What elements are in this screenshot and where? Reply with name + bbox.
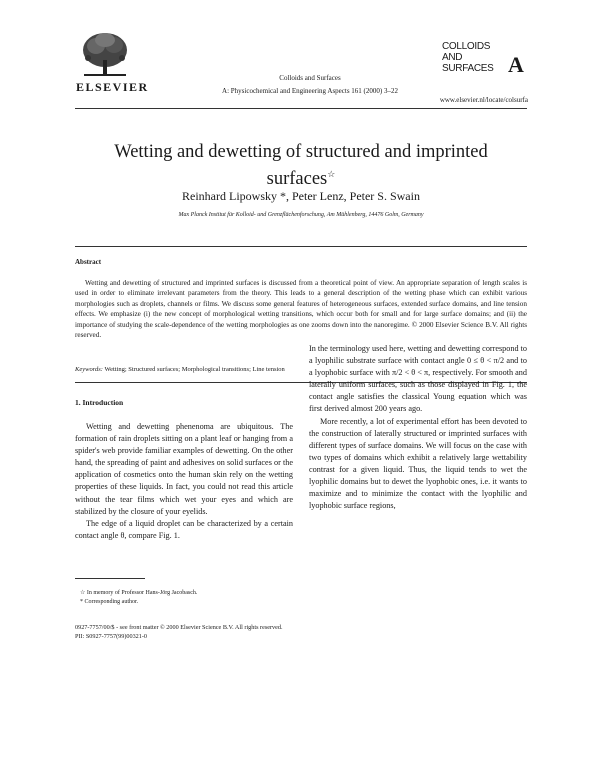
- affiliation: Max Planck Institut für Kolloid- und Grenzflächenforschung, Am Mühlenberg, 14476 Golm, Germany: [178, 212, 424, 218]
- publisher-name: ELSEVIER: [76, 80, 149, 94]
- keywords-label: Keywords:: [75, 366, 103, 373]
- right-paragraph-1: In the terminology used here, wetting and dewetting correspond to a lyophilic substrate surface with contact angle 0 ≤ θ < π/2 and to a lyophobic surface with π/2 < θ < π, respectively. For smooth and laterally uniform surfaces, such as those displayed in Fig. 1, the contact angle satisfies the classical Young equation which was first derived almost 200 years ago.: [309, 344, 527, 414]
- footnote-corresponding: * Corresponding author.: [80, 599, 139, 605]
- abstract-heading: Abstract: [75, 258, 102, 266]
- abstract-top-rule: [75, 246, 527, 247]
- right-paragraph-2: More recently, a lot of experimental effort has been devoted to the construction of laterally structured or imprinted surfaces with different types of surface domains. We will focus on the case with two types of domains which exhibit a relatively large wettability contrast for a given liquid. Thus, the liquid tends to wet the lyophilic domains but to dewet the lyophobic ones, i.e. it wants to maximize and to minimize the contact with the lyophilic and lyophobic surface regions,: [309, 416, 527, 511]
- journal-logo-line1: COLLOIDS: [442, 41, 491, 52]
- abstract-text: Wetting and dewetting of structured and imprinted surfaces is discussed from a theoretical point of view. An appropriate separation of length scales is used in order to eliminate irrelevant parameters from the theory. This leads to a general description of the wetting phase which can exhibit various morphologies such as droplets, channels or films. We discuss some general features of heterogeneous surfaces, extended surface domains, and line tension effects. We emphasize (i) the new concept of morphological wetting transitions, which occur both for small and for large surface domains; and (ii) the importance of studying the scale-dependence of the wetting morphologies as one zooms down into the nanoregime. © 2000 Elsevier Science B.V. All rights reserved.: [75, 279, 527, 340]
- keywords-list: Wetting; Structured surfaces; Morphological transitions; Line tension: [104, 366, 285, 373]
- intro-paragraph-1: Wetting and dewetting phenenoma are ubiquitous. The formation of rain droplets sitting on a plant leaf or hanging from a spider's web provide familiar examples of dewetting. On the other hand, the spreading of paint and adhesives on solid surfaces or the application of cosmetics onto the human skin rely on the wetting properties of these liquids. In fact, you could not read this article without the tear films which wet your eyes and which are stabilized by the closure of your eyelids.: [75, 422, 293, 516]
- intro-paragraph-2: The edge of a liquid droplet can be characterized by a certain contact angle θ, compare Fig. 1.: [75, 518, 293, 540]
- left-column: [75, 421, 293, 542]
- footnote-rule: [75, 578, 145, 579]
- title-line-1: Wetting and dewetting of structured and imprinted: [114, 142, 488, 162]
- keywords: [75, 366, 285, 373]
- right-column: [309, 343, 527, 512]
- journal-logo-line2: AND: [442, 52, 463, 63]
- elsevier-tree-logo: [76, 30, 134, 78]
- copyright-line: 0927-7757/00/$ - see front matter © 2000 Elsevier Science B.V. All rights reserved.: [75, 624, 283, 631]
- journal-logo: [442, 41, 494, 74]
- authors: Reinhard Lipowsky *, Peter Lenz, Peter S. Swain: [182, 189, 420, 203]
- journal-url[interactable]: www.elsevier.nl/locate/colsurfa: [439, 96, 528, 104]
- journal-volume: A: Physicochemical and Engineering Aspects 161 (2000) 3–22: [222, 87, 398, 95]
- title-footnote-mark: ☆: [327, 169, 336, 179]
- title-line-2: surfaces☆: [266, 169, 336, 190]
- section-heading: 1. Introduction: [75, 398, 124, 407]
- article-title: [76, 141, 526, 190]
- journal-logo-line3: SURFACES: [442, 63, 494, 74]
- pii-line: PII: S0927-7757(99)00321-0: [75, 633, 148, 640]
- header-rule: [75, 108, 527, 109]
- journal-name: Colloids and Surfaces: [279, 74, 341, 82]
- journal-citation: [200, 72, 420, 98]
- footnote-memorial: ☆ In memory of Professor Hans-Jörg Jacobasch.: [80, 590, 198, 596]
- journal-logo-letter: A: [508, 52, 524, 77]
